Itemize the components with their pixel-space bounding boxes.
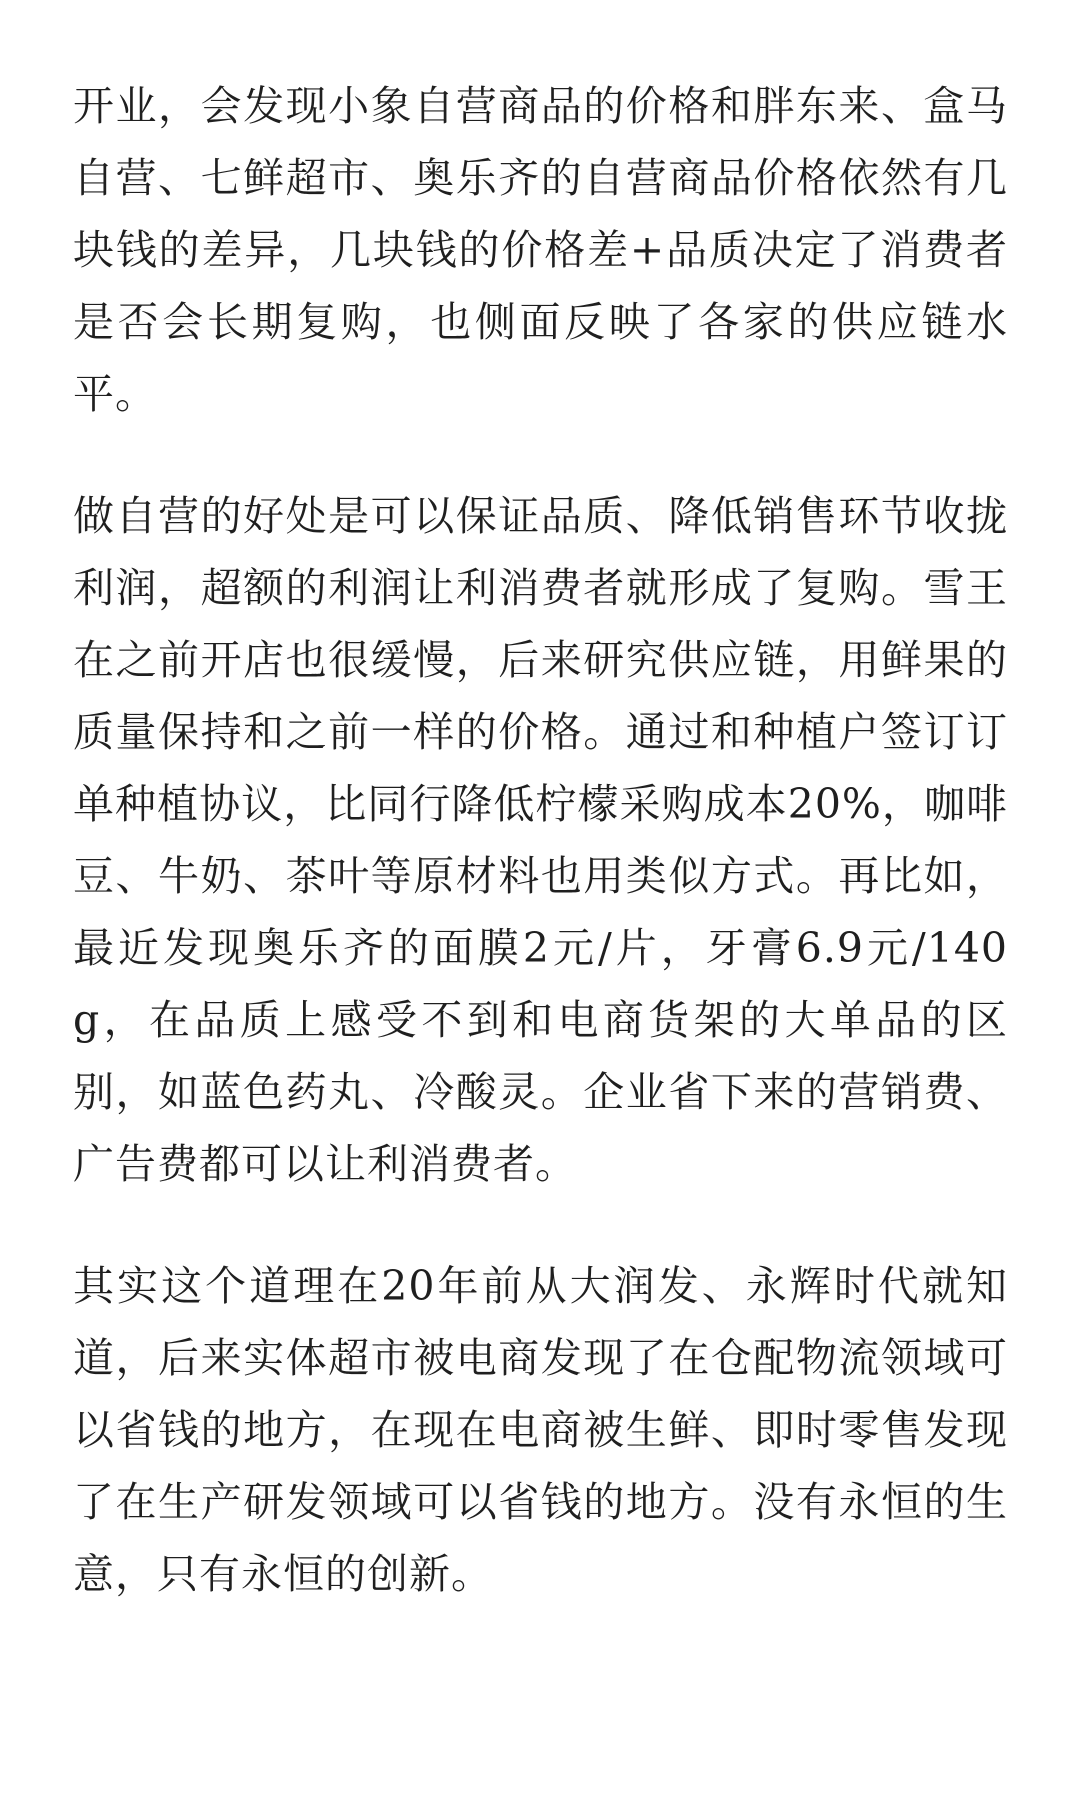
paragraph-private-label-benefits: 做自营的好处是可以保证品质、降低销售环节收拢利润，超额的利润让利消费者就形成了复购。雪王在之前开店也很缓慢，后来研究供应链，用鲜果的质量保持和之前一样的价格。通过和种植户签订订单种植协议，比同行降低柠檬采购成本20%，咖啡豆、牛奶、茶叶等原材料也用类似方式。再比如，最近发现奥乐齐的面膜2元/片，牙膏6.9元/140g，在品质上感受不到和电商货架的大单品的区别，如蓝色药丸、冷酸灵。企业省下来的营销费、广告费都可以让利消费者。 [73,492,1008,1188]
paragraph-innovation: 其实这个道理在20年前从大润发、永辉时代就知道，后来实体超市被电商发现了在仓配物流领域可以省钱的地方，在现在电商被生鲜、即时零售发现了在生产研发领域可以省钱的地方。没有永恒的生意，只有永恒的创新。 [73,1262,1008,1598]
paragraph-supply-chain-price: 开业，会发现小象自营商品的价格和胖东来、盒马自营、七鲜超市、奥乐齐的自营商品价格依然有几块钱的差异，几块钱的价格差+品质决定了消费者是否会长期复购，也侧面反映了各家的供应链水平。 [73,82,1008,418]
